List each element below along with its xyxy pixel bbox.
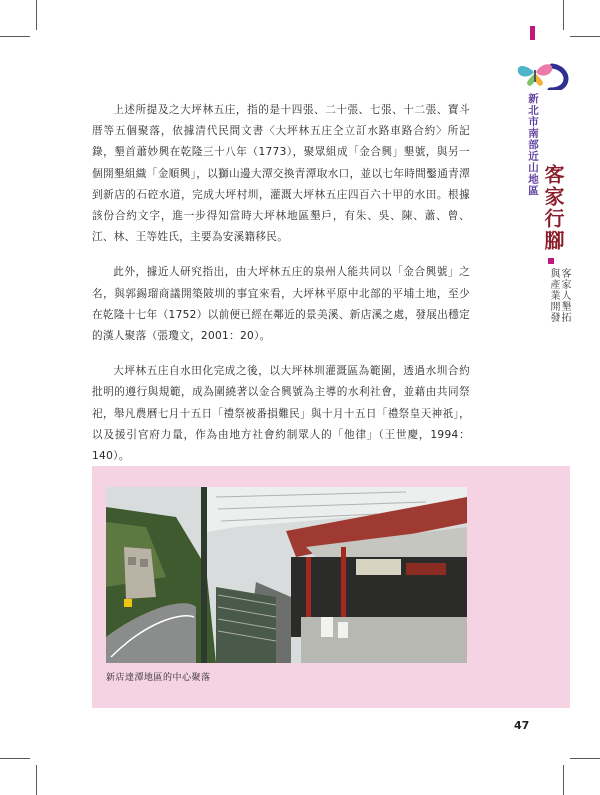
crop-mark bbox=[36, 0, 37, 30]
page-number: 47 bbox=[514, 719, 530, 732]
crop-mark bbox=[0, 758, 30, 759]
crop-mark bbox=[0, 36, 30, 37]
calligraphy-title: 客家行腳 bbox=[541, 164, 565, 252]
crop-mark bbox=[570, 758, 600, 759]
section-subtitle: 客家人墾拓與產業開發 bbox=[548, 268, 570, 323]
crop-mark bbox=[570, 36, 600, 37]
paragraph: 大坪林五庄自水田化完成之後，以大坪林圳灌溉區為範圍，透過水圳合約批明的遵行與規範，成為圍繞著以金合興號為主導的水利社會，並藉由共同祭祀，舉凡農曆七月十五日「禮祭被番損難民」與十月十五日「禮祭皇天神祇」，以及援引官府力量，作為由地方社會約制眾人的「他律」（王世慶，1994：140）。 bbox=[92, 365, 470, 463]
region-label: 新北市南部近山地區 bbox=[527, 93, 539, 197]
sidebar-branding bbox=[512, 26, 572, 326]
body-text bbox=[92, 100, 470, 481]
crop-mark bbox=[36, 765, 37, 795]
street-scene-image bbox=[106, 487, 467, 663]
accent-square bbox=[548, 258, 554, 264]
crop-mark bbox=[563, 765, 564, 795]
paragraph: 上述所提及之大坪林五庄，指的是十四張、二十張、七張、十二張、寶斗厝等五個聚落，依據清代民間文書〈大坪林五庄仝立訂水路車路合約〉所記錄，墾首蕭妙興在乾隆三十八年（1773），聚眾組成「金合興」墾號，與另一個開墾組織「金順興」，以獅山邊大潭交換青潭取水口，並以七年時間鑿通青潭到新店的石硿水道，完成大坪村圳，灌溉大坪林五庄四百六十甲的水田。根據該份合約文字，進一步得知當時大坪林地區墾戶，有朱、吳、陳、蕭、曾、江、林、王等姓氏，主要為安溪籍移民。 bbox=[92, 104, 470, 244]
paragraph: 此外，據近人研究指出，由大坪林五庄的泉州人能共同以「金合興號」之名，與郭錫瑠商議開築陂圳的事宜來看，大坪林平原中北部的平埔土地，至少在乾隆十七年（1752）以前便已經在鄰近的景美溪、新店溪之處，發展出穩定的漢人聚落（張瓊文，2001：20）。 bbox=[92, 266, 470, 343]
photo-caption: 新店達潭地區的中心聚落 bbox=[106, 673, 211, 683]
butterfly-logo-icon bbox=[512, 26, 572, 90]
street-photo bbox=[106, 487, 467, 663]
